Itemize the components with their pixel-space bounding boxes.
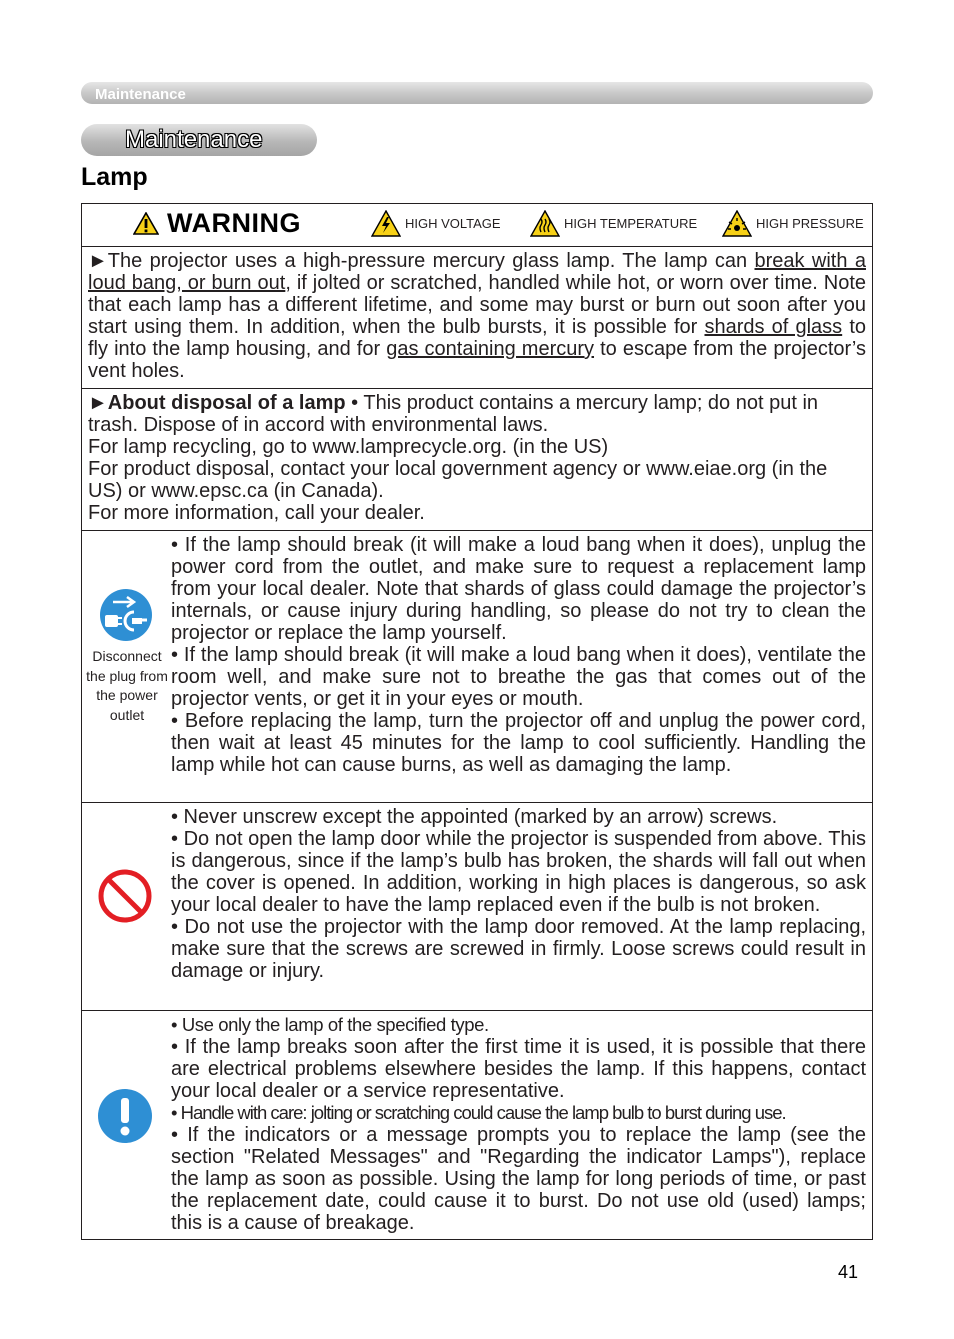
exclamation-icon [98, 1089, 152, 1143]
high-voltage-icon [371, 210, 401, 237]
hazard-high-temperature [530, 210, 697, 237]
instruction-row [82, 1011, 872, 1239]
prohibited-row [82, 803, 872, 1011]
disconnect-caption: Disconnect the plug from the power outlet [86, 648, 168, 723]
warning-heading [133, 208, 301, 239]
warning-title: WARNING [167, 208, 301, 238]
disposal-row [82, 389, 872, 531]
disposal-heading: ►About disposal of a lamp [88, 392, 346, 414]
section-header-bar [81, 82, 873, 104]
page-number: 41 [838, 1262, 859, 1282]
hazard-label: HIGH TEMPERATURE [564, 216, 698, 231]
section-header-label: Maintenance [95, 86, 186, 103]
lamp-burst-paragraph: ►The projector uses a high-pressure mercury glass lamp. The lamp can break with a loud bang, or burn out, if jolted or scratched, handled while hot, or worn over time. Note that each lamp has a different lifetime, and some may burst or burn out soon after you start using them. In addition, when the bulb bursts, it is possible for shards of glass to fly into the lamp housing, and for gas containing mercury to escape from the projector’s vent holes. [88, 250, 867, 382]
instruction-text: • Use only the lamp of the specified type. • If the lamp breaks soon after the first time it is used, it is possible that there are electrical problems elsewhere besides the lamp. If this happens, contact your local dealer or a service representative. • Handle with care: jolting or scratching could cause the lamp bulb to burst during use. • If the indicators or a message prompts you to replace the lamp (see the section "Related Messages" and "Regarding the indicator Lamps"), replace the lamp as soon as possible. Using the lamp for long periods of time, or past the replacement date, could cause it to burst. Do not use old (used) lamps; this is a cause of breakage. [171, 1014, 866, 1234]
section-pill [81, 124, 317, 156]
warning-triangle-icon [133, 212, 159, 235]
unplug-row [82, 531, 872, 803]
warning-header-row [82, 204, 872, 247]
hazard-high-pressure [722, 210, 864, 237]
high-temperature-icon [530, 210, 560, 237]
prohibited-icon [97, 868, 153, 924]
section-pill-label: Maintenance [125, 126, 263, 153]
hazard-label: HIGH VOLTAGE [405, 216, 501, 231]
warning-lamp-burst-row [82, 247, 872, 389]
warning-box [81, 203, 873, 1240]
disposal-paragraph: ►About disposal of a lamp • This product contains a mercury lamp; do not put in trash. Dispose of in accord with environmental laws. For lamp recycling, go to www.lamprecycle.org. (in the US) For product disposal, contact your local government agency or www.eiae.org (in the US) or www.epsc.ca (in Canada). For more information, call your dealer. [88, 392, 828, 524]
hazard-label: HIGH PRESSURE [756, 216, 864, 231]
disconnect-plug-icon [99, 588, 153, 642]
high-pressure-icon [722, 210, 752, 237]
page-title: Lamp [81, 163, 148, 191]
hazard-high-voltage [371, 210, 501, 237]
prohibited-text: • Never unscrew except the appointed (marked by an arrow) screws. • Do not open the lamp door while the projector is suspended from above. This is dangerous, since if the lamp’s bulb has broken, the shards will fall out when the cover is opened. In addition, working in high places is dangerous, so ask your local dealer to have the lamp replaced even if the bulb is not broken. • Do not use the projector with the lamp door removed. At the lamp replacing, make sure that the screws are screwed in firmly. Loose screws could result in damage or injury. [171, 806, 866, 982]
unplug-text: • If the lamp should break (it will make a loud bang when it does), unplug the power cord from the outlet, and make sure to request a replacement lamp from your local dealer. Note that shards of glass could damage the projector’s internals, or cause injury during handling, so please do not try to clean the projector or replace the lamp yourself. • If the lamp should break (it will make a loud bang when it does), ventilate the room well, and make sure not to breathe the gas that comes out of the projector vents, or get it in your eyes or mouth. • Before replacing the lamp, turn the projector off and unplug the power cord, then wait at least 45 minutes for the lamp to cool sufficiently. Handling the lamp while hot can cause burns, as well as damaging the lamp. [171, 534, 866, 776]
